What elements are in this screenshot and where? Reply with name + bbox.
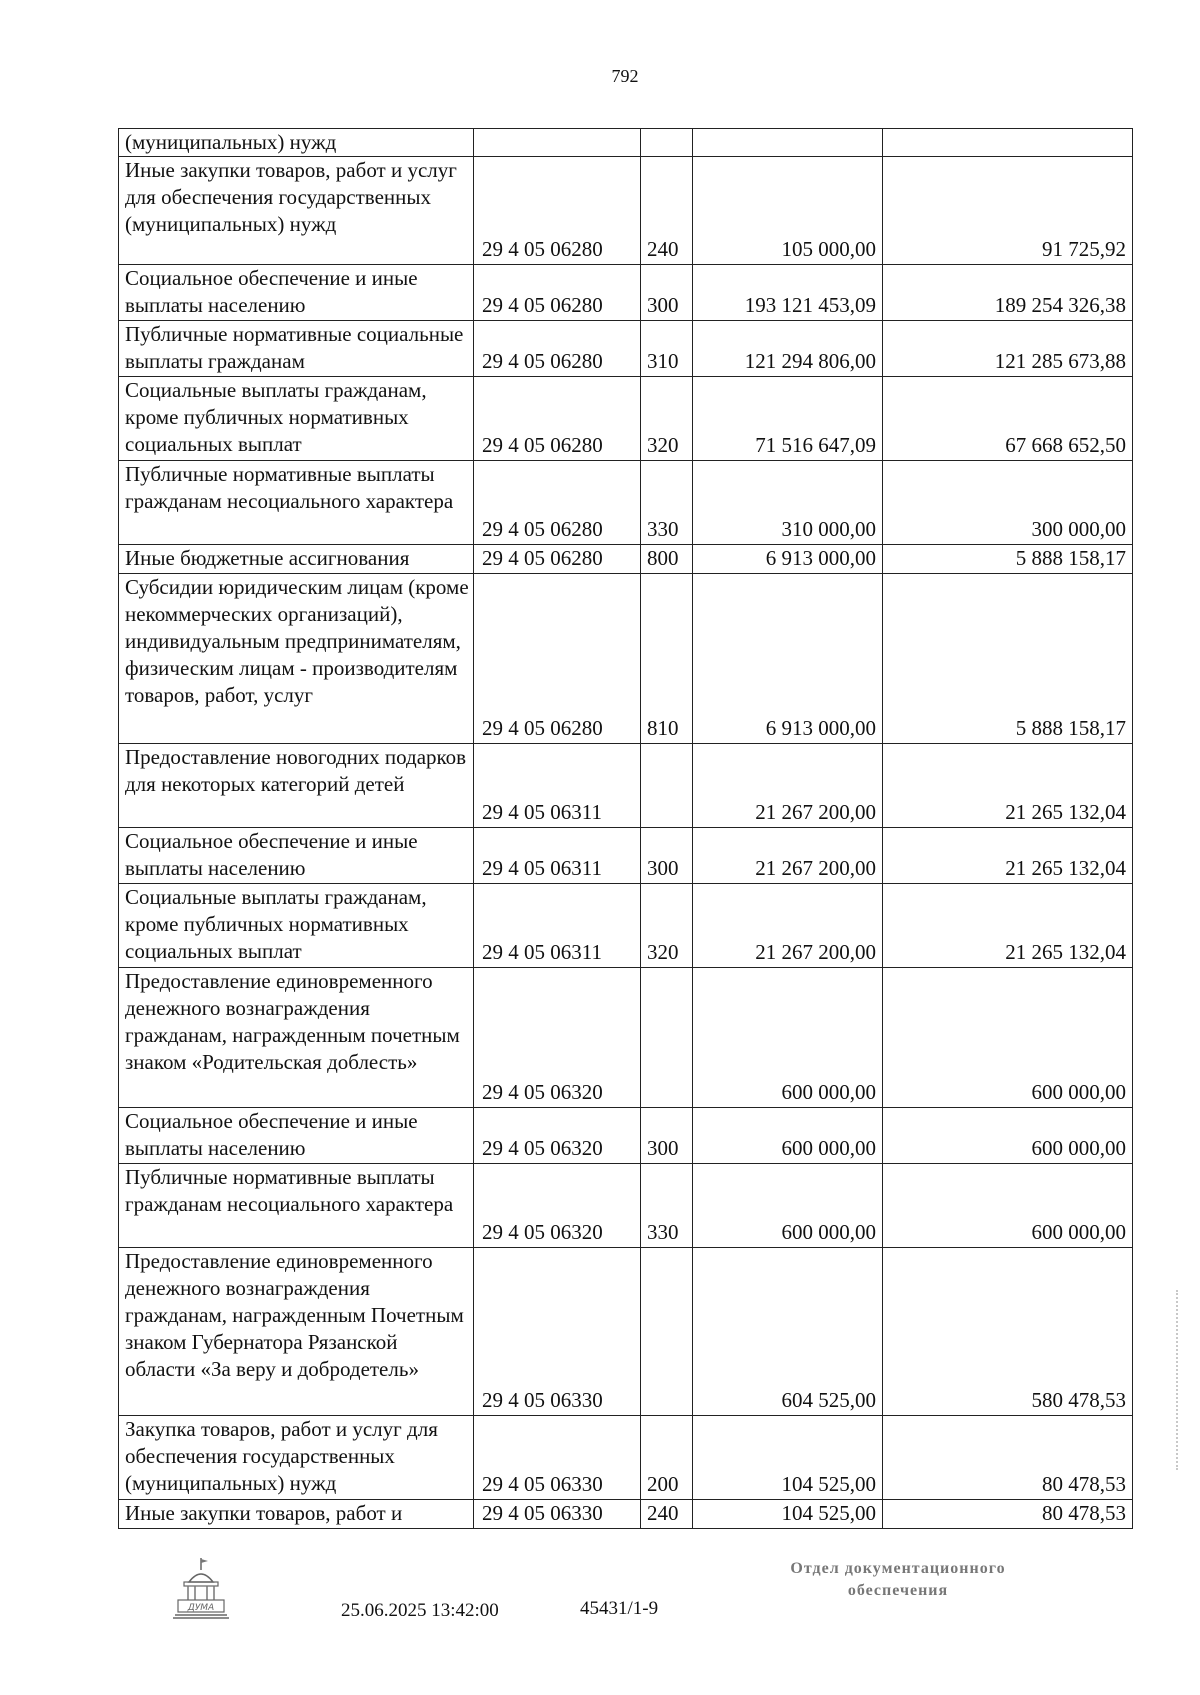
expense-name: (муниципальных) нужд: [119, 129, 474, 157]
actual-amount: 5 888 158,17: [883, 545, 1133, 574]
target-code: 29 4 05 06320: [474, 1164, 641, 1248]
expense-name: Социальные выплаты гражданам, кроме публичных нормативных социальных выплат: [119, 377, 474, 461]
svg-text:ДУМА: ДУМА: [187, 1603, 215, 1613]
expense-type: 300: [641, 265, 693, 321]
actual-amount: 21 265 132,04: [883, 828, 1133, 884]
budget-table: [118, 128, 1133, 1529]
table-row: [119, 265, 1133, 321]
planned-amount: 21 267 200,00: [693, 828, 883, 884]
expense-name: Публичные нормативные социальные выплаты гражданам: [119, 321, 474, 377]
expense-type: 240: [641, 157, 693, 265]
expense-type: [641, 129, 693, 157]
expense-name: Субсидии юридическим лицам (кроме некоммерческих организаций), индивидуальным предпринимателям, физическим лицам - производителям товаров, работ, услуг: [119, 574, 474, 744]
target-code: 29 4 05 06330: [474, 1500, 641, 1529]
table-row: [119, 461, 1133, 545]
table-row: [119, 377, 1133, 461]
target-code: 29 4 05 06280: [474, 461, 641, 545]
planned-amount: 104 525,00: [693, 1416, 883, 1500]
actual-amount: 91 725,92: [883, 157, 1133, 265]
actual-amount: 300 000,00: [883, 461, 1133, 545]
actual-amount: 600 000,00: [883, 1108, 1133, 1164]
expense-name: Публичные нормативные выплаты гражданам несоциального характера: [119, 1164, 474, 1248]
planned-amount: 600 000,00: [693, 1164, 883, 1248]
actual-amount: 21 265 132,04: [883, 884, 1133, 968]
target-code: 29 4 05 06311: [474, 744, 641, 828]
table-row: [119, 574, 1133, 744]
planned-amount: 6 913 000,00: [693, 545, 883, 574]
table-row: [119, 1248, 1133, 1416]
target-code: 29 4 05 06320: [474, 1108, 641, 1164]
target-code: 29 4 05 06280: [474, 157, 641, 265]
table-row: [119, 157, 1133, 265]
planned-amount: 21 267 200,00: [693, 744, 883, 828]
expense-name: Иные бюджетные ассигнования: [119, 545, 474, 574]
target-code: 29 4 05 06311: [474, 828, 641, 884]
expense-name: Социальное обеспечение и иные выплаты населению: [119, 828, 474, 884]
department-line: обеспечения: [847, 1582, 949, 1599]
planned-amount: [693, 129, 883, 157]
target-code: 29 4 05 06311: [474, 884, 641, 968]
expense-type: [641, 1248, 693, 1416]
duma-logo-icon: [172, 1556, 230, 1620]
actual-amount: [883, 129, 1133, 157]
planned-amount: 310 000,00: [693, 461, 883, 545]
department-stamp: [748, 1558, 1048, 1602]
expense-name: Предоставление единовременного денежного вознаграждения гражданам, награжденным Почетным знаком Губернатора Рязанской области «За веру и добродетель»: [119, 1248, 474, 1416]
planned-amount: 21 267 200,00: [693, 884, 883, 968]
planned-amount: 600 000,00: [693, 968, 883, 1108]
target-code: 29 4 05 06280: [474, 321, 641, 377]
planned-amount: 71 516 647,09: [693, 377, 883, 461]
expense-type: [641, 744, 693, 828]
table-row: [119, 1500, 1133, 1529]
actual-amount: 580 478,53: [883, 1248, 1133, 1416]
document-footer: [0, 1540, 1200, 1650]
expense-type: 320: [641, 377, 693, 461]
target-code: 29 4 05 06280: [474, 377, 641, 461]
expense-name: Иные закупки товаров, работ и: [119, 1500, 474, 1529]
expense-type: 320: [641, 884, 693, 968]
expense-name: Предоставление единовременного денежного вознаграждения гражданам, награжденным почетным знаком «Родительская доблесть»: [119, 968, 474, 1108]
planned-amount: 600 000,00: [693, 1108, 883, 1164]
expense-name: Социальное обеспечение и иные выплаты населению: [119, 1108, 474, 1164]
planned-amount: 6 913 000,00: [693, 574, 883, 744]
table-row: [119, 1108, 1133, 1164]
target-code: 29 4 05 06280: [474, 545, 641, 574]
target-code: [474, 129, 641, 157]
table-row: [119, 828, 1133, 884]
expense-name: Иные закупки товаров, работ и услуг для обеспечения государственных (муниципальных) нужд: [119, 157, 474, 265]
actual-amount: 80 478,53: [883, 1416, 1133, 1500]
expense-name: Социальное обеспечение и иные выплаты населению: [119, 265, 474, 321]
table-row: [119, 321, 1133, 377]
expense-type: [641, 968, 693, 1108]
actual-amount: 189 254 326,38: [883, 265, 1133, 321]
table-row: [119, 968, 1133, 1108]
target-code: 29 4 05 06320: [474, 968, 641, 1108]
planned-amount: 121 294 806,00: [693, 321, 883, 377]
expense-name: Предоставление новогодних подарков для некоторых категорий детей: [119, 744, 474, 828]
expense-type: 240: [641, 1500, 693, 1529]
expense-type: 330: [641, 461, 693, 545]
stamp-doc-number: 45431/1-9: [580, 1598, 659, 1619]
table-row: [119, 884, 1133, 968]
table-row: [119, 129, 1133, 157]
expense-name: Закупка товаров, работ и услуг для обеспечения государственных (муниципальных) нужд: [119, 1416, 474, 1500]
expense-type: 300: [641, 828, 693, 884]
table-row: [119, 1164, 1133, 1248]
table-row: [119, 744, 1133, 828]
expense-type: 800: [641, 545, 693, 574]
actual-amount: 600 000,00: [883, 968, 1133, 1108]
target-code: 29 4 05 06280: [474, 265, 641, 321]
expense-name: Публичные нормативные выплаты гражданам несоциального характера: [119, 461, 474, 545]
expense-type: 310: [641, 321, 693, 377]
scan-edge-marks: [1176, 1290, 1181, 1470]
target-code: 29 4 05 06330: [474, 1416, 641, 1500]
actual-amount: 600 000,00: [883, 1164, 1133, 1248]
stamp-date: 25.06.2025 13:42:00: [341, 1600, 499, 1621]
actual-amount: 80 478,53: [883, 1500, 1133, 1529]
target-code: 29 4 05 06330: [474, 1248, 641, 1416]
expense-name: Социальные выплаты гражданам, кроме публичных нормативных социальных выплат: [119, 884, 474, 968]
expense-type: 200: [641, 1416, 693, 1500]
table-row: [119, 1416, 1133, 1500]
planned-amount: 193 121 453,09: [693, 265, 883, 321]
planned-amount: 604 525,00: [693, 1248, 883, 1416]
actual-amount: 67 668 652,50: [883, 377, 1133, 461]
actual-amount: 5 888 158,17: [883, 574, 1133, 744]
expense-type: 300: [641, 1108, 693, 1164]
expense-type: 330: [641, 1164, 693, 1248]
department-line: Отдел документационного: [790, 1560, 1006, 1577]
table-row: [119, 545, 1133, 574]
actual-amount: 21 265 132,04: [883, 744, 1133, 828]
planned-amount: 105 000,00: [693, 157, 883, 265]
expense-type: 810: [641, 574, 693, 744]
planned-amount: 104 525,00: [693, 1500, 883, 1529]
target-code: 29 4 05 06280: [474, 574, 641, 744]
page-number: 792: [611, 66, 639, 86]
actual-amount: 121 285 673,88: [883, 321, 1133, 377]
